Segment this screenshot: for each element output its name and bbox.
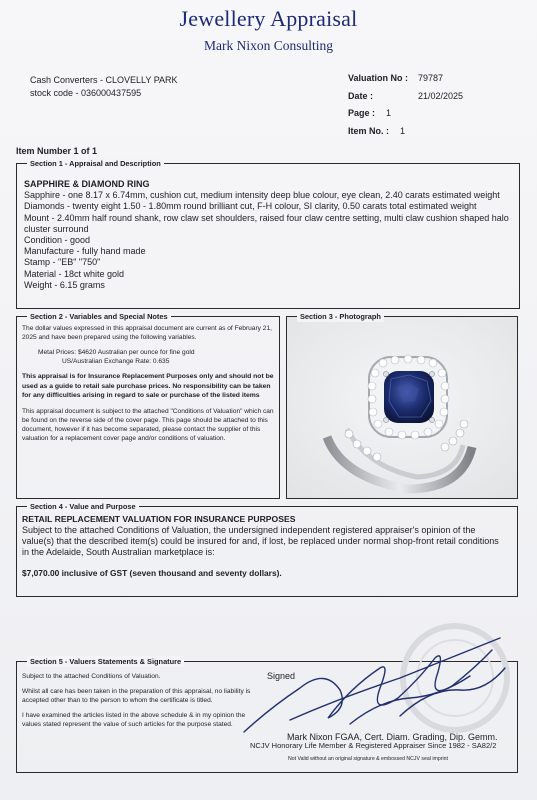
description-line: Material - 18ct white gold	[24, 268, 125, 279]
statement-examined: I have examined the articles listed in the above schedule & in my opinion the values stated represent the value of such articles for the purpose stated.	[22, 712, 246, 728]
signer-name: Mark Nixon FGAA, Cert. Diam. Grading, Dip. Gemm.	[287, 732, 498, 742]
description-line: Sapphire - one 8.17 x 6.74mm, cushion cut, medium intensity deep blue colour, eye clean, 2.40 carats estimated weight	[24, 190, 500, 201]
item-no: 1	[400, 125, 406, 136]
statement-conditions: Subject to the attached Conditions of Valuation.	[22, 673, 161, 680]
description-line: Manufacture - fully hand made	[24, 246, 146, 257]
valuation-meta	[348, 70, 463, 140]
metal-prices: Metal Prices: $4620 Australian per ounce for fine gold	[38, 349, 195, 356]
variables-intro: The dollar values expressed in this appraisal document are current as of February 21, 2025 and have been prepared using the following variables.	[22, 325, 272, 341]
stock-code: stock code - 036000437595	[30, 87, 142, 98]
description-line: Weight - 6.15 grams	[24, 279, 105, 290]
section-photograph	[286, 312, 518, 499]
description-line: Condition - good	[24, 235, 91, 246]
valuation-date: 21/02/2025	[418, 90, 464, 101]
company-name: Mark Nixon Consulting	[203, 38, 333, 53]
section3-label: Section 3 - Photograph	[297, 311, 384, 322]
item-number: Item Number 1 of 1	[16, 146, 98, 156]
exchange-rate: US/Australian Exchange Rate: 0.635	[62, 358, 170, 365]
section1-label: Section 1 - Appraisal and Description	[27, 158, 164, 169]
client-line: Cash Converters - CLOVELLY PARK	[30, 75, 178, 85]
page-number: 1	[386, 108, 392, 118]
document-title: Jewellery Appraisal	[179, 6, 358, 31]
conditions-note: This appraisal document is subject to the attached "Conditions of Valuation" which can be found on the reverse side of the cover page. This page should be attached to this document, however if it has become separated, please contact the supplier of this valuation for a replacement cover page and/or conditions of valuation.	[22, 407, 274, 442]
handwritten-signature	[230, 628, 520, 738]
section-variables-notes	[16, 312, 280, 499]
section-appraisal-description	[16, 159, 520, 309]
section5-label: Section 5 - Valuers Statements & Signature	[27, 656, 184, 667]
signed-label: Signed	[267, 671, 296, 681]
valuation-statement: Subject to the attached Conditions of Valuation, the undersigned independent registered appraiser's opinion of the value(s) that the described item(s) could be insured for and, if lost, be replaced under normal shop-front retail conditions in the Adelaide, South Australian marketplace is:	[22, 525, 499, 557]
valuation-no: 79787	[418, 73, 444, 83]
section2-label: Section 2 - Variables and Special Notes	[27, 311, 171, 322]
insurance-note: This appraisal is for Insurance Replacement Purposes only and should not be used as a guide to retail sale purchase prices. No responsibility can be taken for any difficulties arising in regard to sale or purchase of the listed items	[22, 373, 274, 399]
signer-credentials: NCJV Honorary Life Member & Registered Appraiser Since 1982 - SA82/2	[250, 741, 497, 750]
page-label: Page :	[348, 108, 376, 118]
section4-label: Section 4 - Value and Purpose	[27, 501, 139, 512]
item-no-label: Item No. :	[348, 125, 390, 136]
description-line: Mount - 2.40mm half round shank, row claw set shoulders, raised four claw centre setting, multi claw cushion shaped halo cluster surround	[24, 212, 509, 234]
valuation-amount: $7,070.00 inclusive of GST (seven thousand and seventy dollars).	[22, 568, 282, 578]
section-value-purpose	[16, 502, 518, 597]
valuation-no-label: Valuation No :	[348, 73, 409, 83]
description-line: Stamp - "EB" "750"	[24, 257, 101, 268]
validity-note: Not Valid without an original signature & embossed NCJV seal imprint	[288, 756, 448, 762]
ring-title: SAPPHIRE & DIAMOND RING	[24, 179, 150, 189]
description-line: Diamonds - twenty eight 1.50 - 1.80mm round brilliant cut, F-H colour, SI clarity, 0.50 carats total estimated weight	[24, 201, 477, 212]
valuation-heading: RETAIL REPLACEMENT VALUATION FOR INSURANCE PURPOSES	[22, 514, 296, 524]
ring-photo	[287, 317, 517, 498]
client-info	[30, 74, 178, 99]
date-label: Date :	[348, 90, 374, 101]
statement-liability: Whilst all care has been taken in the preparation of this appraisal, no liability is accepted other than to the person to whom the certificate is titled.	[22, 688, 251, 704]
